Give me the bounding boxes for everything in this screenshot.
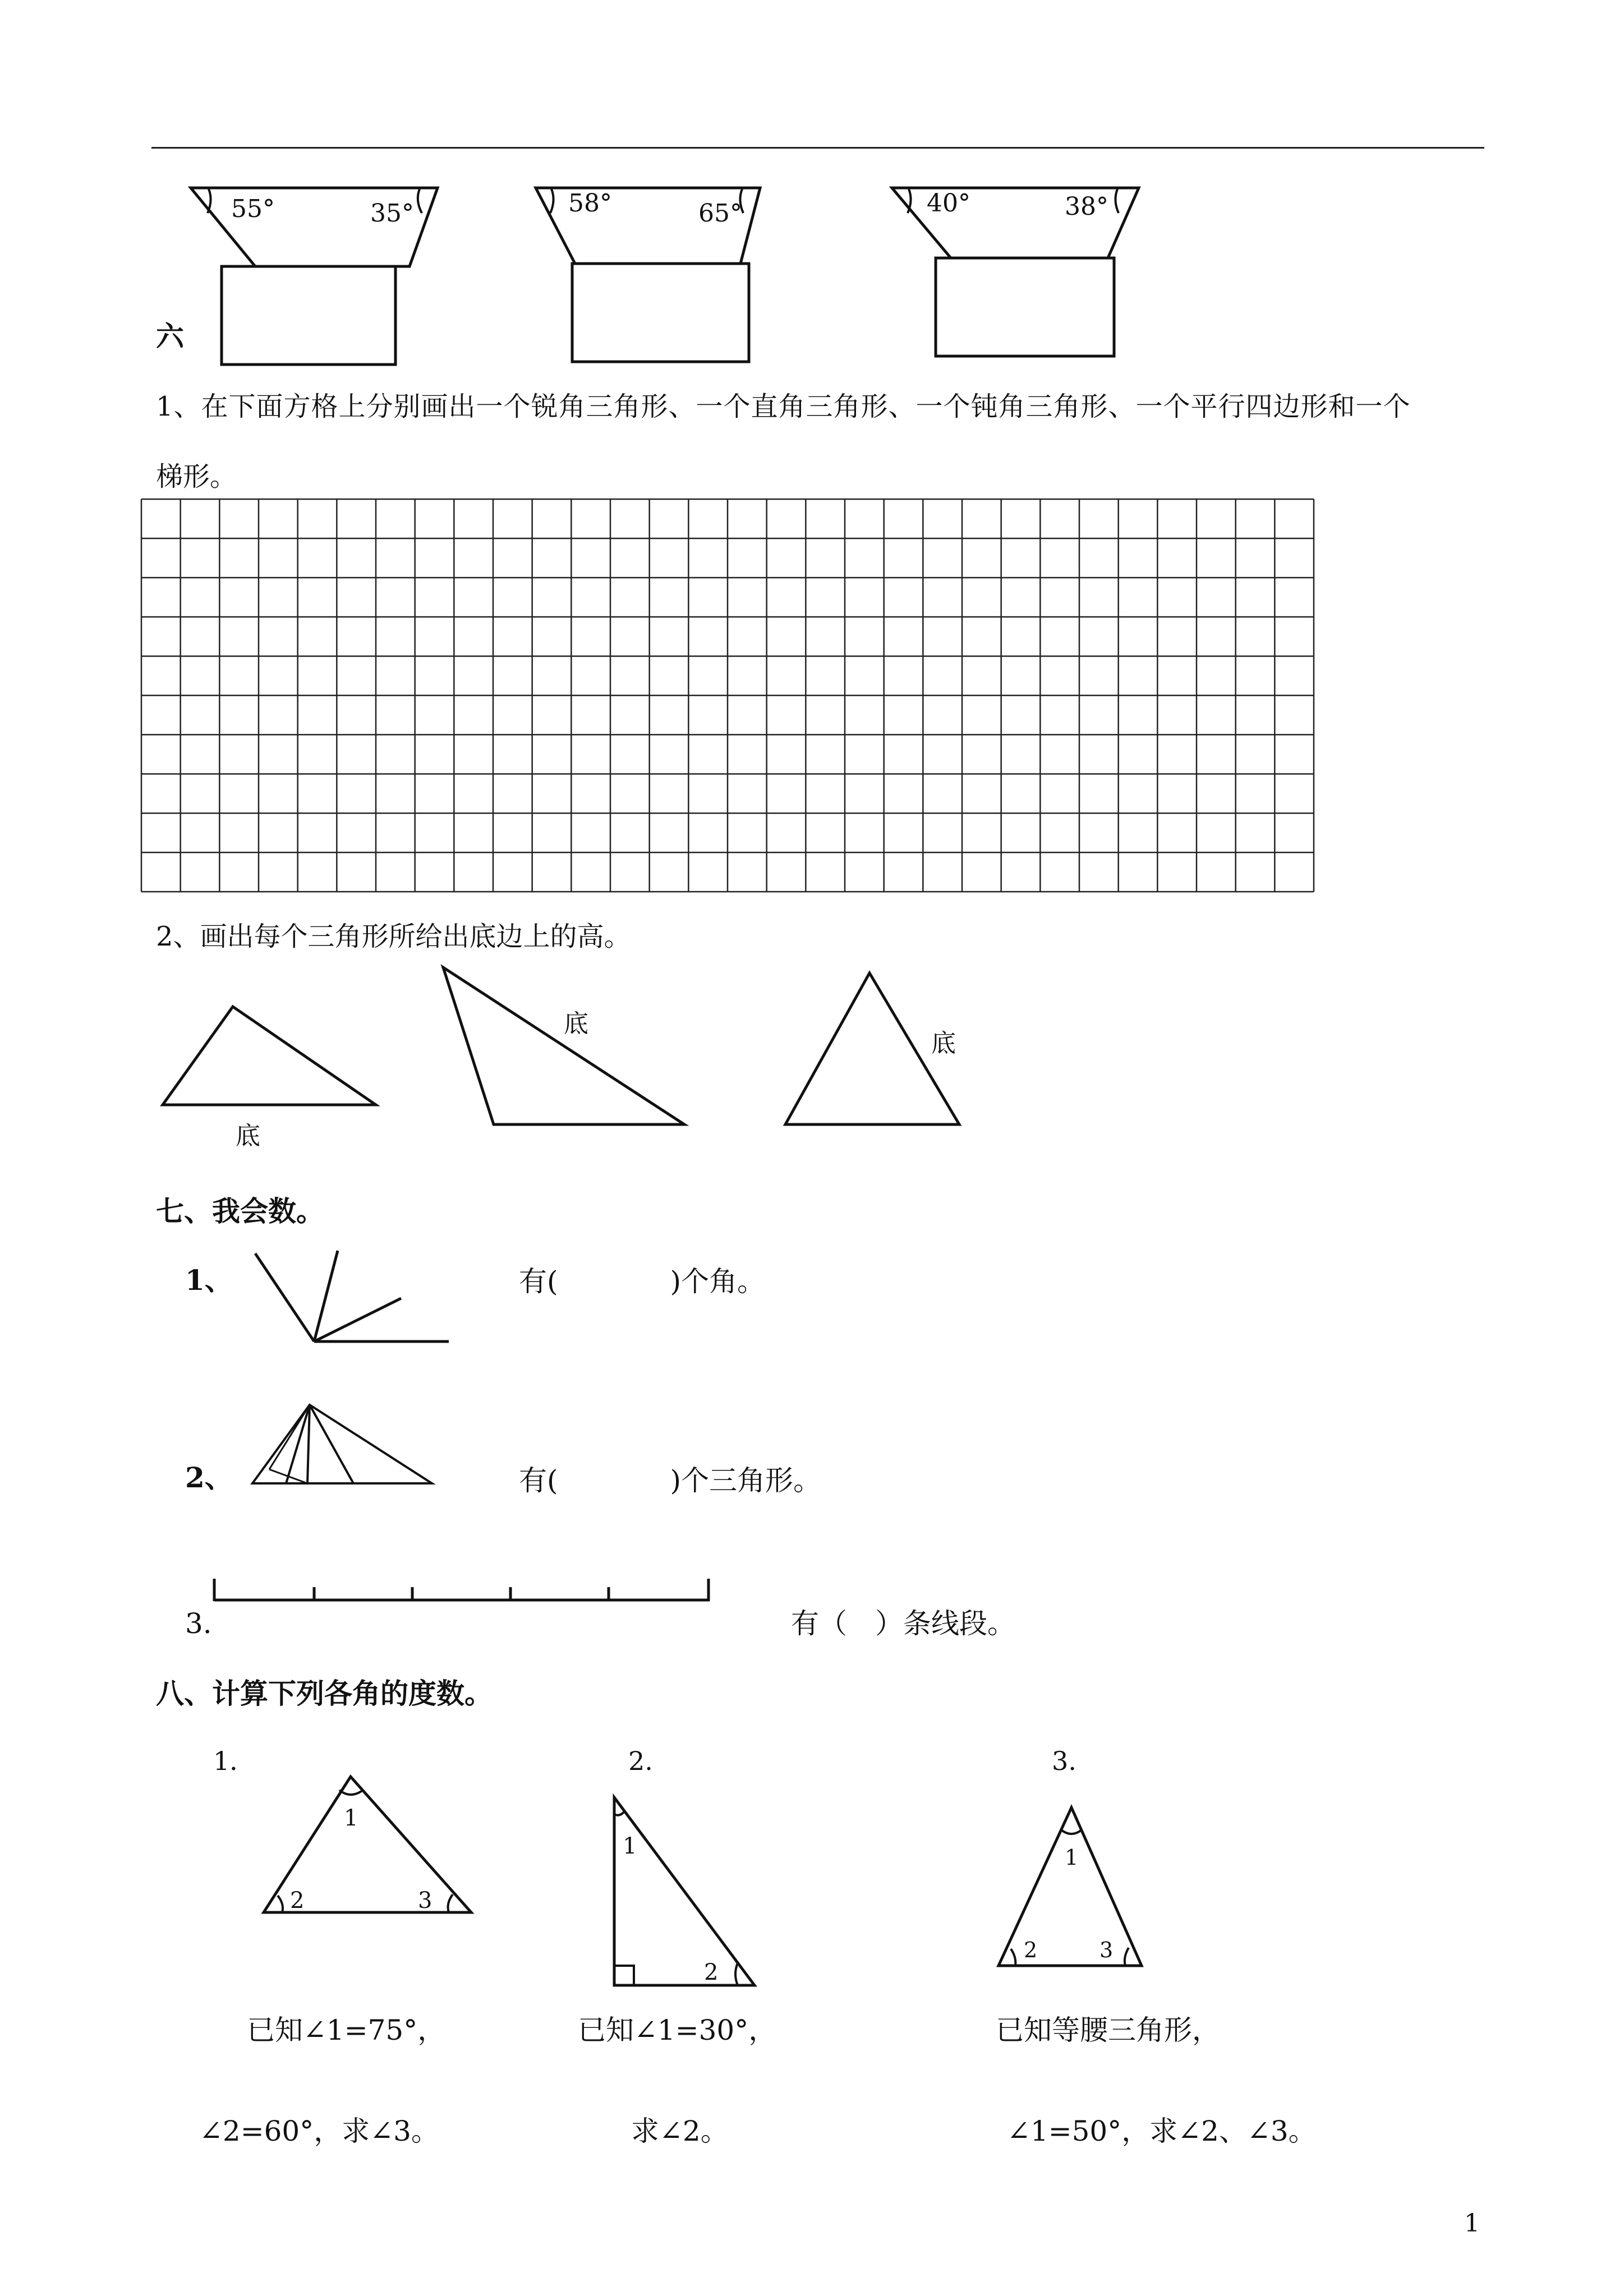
funnel-figure-2 [530,182,788,373]
base-label-3: 底 [931,1029,956,1058]
funnel-1-left-angle: 55° [231,195,275,223]
triangles-count-figure [247,1402,438,1492]
funnel-1-right-angle: 35° [370,199,414,228]
base-label-2: 底 [564,1009,588,1038]
angle-label-1-3: 3 [418,1888,433,1914]
altitude-triangle-1 [157,1001,381,1158]
drawing-grid[interactable] [140,498,1315,893]
section-7-q1-answer: 有( )个角。 [519,1265,766,1298]
header-rule [151,147,1484,149]
funnel-2-right-angle: 65° [698,199,742,228]
angle-label-3-1: 1 [1065,1845,1079,1870]
angle-triangle-3 [993,1803,1161,1971]
angle-label-2-1: 1 [623,1833,637,1859]
altitude-triangle-2 [438,962,696,1130]
angle-label-3-2: 2 [1024,1938,1038,1962]
funnel-figure-1 [185,182,454,373]
problem-1-given: 已知∠1=75°， [247,2014,446,2046]
section-7-q3-number: 3. [185,1607,212,1640]
problem-3-number: 3. [1052,1746,1076,1776]
problem-1-ask: ∠2=60°，求∠3。 [199,2115,439,2147]
angle-triangle-1 [255,1772,480,1924]
section-6-label: 六 [156,320,184,353]
section-8-title: 八、计算下列各角的度数。 [156,1677,493,1710]
page-number: 1 [1464,2209,1480,2238]
funnel-3-left-angle: 40° [927,189,970,218]
section-6-q1: 1、在下面方格上分别画出一个锐角三角形、一个直角三角形、一个钝角三角形、一个平行四边形和一个 [156,391,1411,422]
funnel-2-left-angle: 58° [568,189,612,218]
angle-triangle-2 [609,1792,766,1994]
section-6-q1-continued: 梯形。 [156,461,237,492]
segments-figure [210,1573,715,1607]
altitude-triangle-3 [780,967,982,1130]
problem-3-given: 已知等腰三角形， [996,2014,1220,2046]
section-7-q1-number: 1、 [185,1264,233,1297]
section-7-title: 七、我会数。 [156,1195,324,1228]
problem-1-number: 1． [213,1746,256,1776]
problem-2-number: 2. [628,1746,653,1776]
problem-3-ask: ∠1=50°，求∠2、∠3。 [1007,2115,1317,2147]
funnel-3-right-angle: 38° [1065,192,1108,221]
base-label-1: 底 [236,1122,260,1150]
angles-figure [247,1245,460,1346]
angle-label-1-1: 1 [344,1805,358,1831]
section-6-q2: 2、画出每个三角形所给出底边上的高。 [156,921,631,952]
section-7-q2-number: 2、 [185,1461,233,1494]
angle-label-2-2: 2 [704,1960,719,1985]
funnel-figure-3 [886,182,1150,373]
problem-2-given: 已知∠1=30°， [578,2014,777,2046]
section-7-q3-answer: 有（ ）条线段。 [791,1607,1015,1640]
section-7-q2-answer: 有( )个三角形。 [519,1464,822,1497]
angle-label-3-3: 3 [1099,1938,1114,1962]
angle-label-1-2: 2 [290,1888,305,1914]
problem-2-ask: 求∠2。 [631,2115,729,2147]
